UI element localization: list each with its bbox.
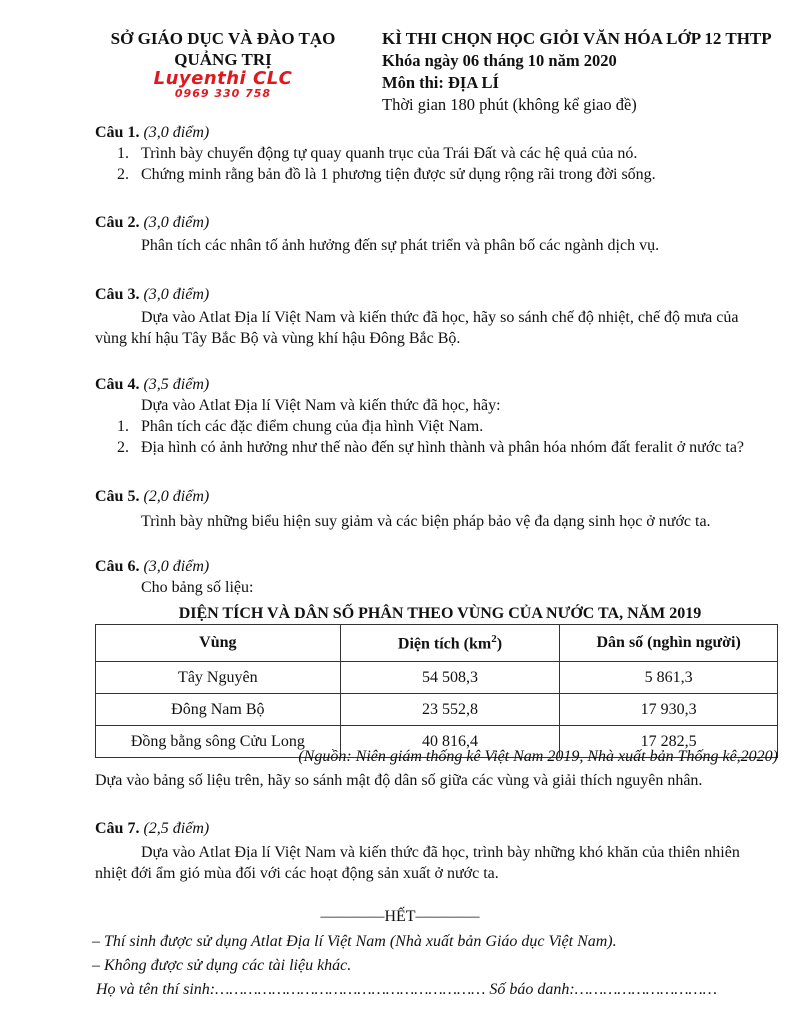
exam-date: Khóa ngày 06 tháng 10 năm 2020 [382,51,617,70]
question-6-task: Dựa vào bảng số liệu trên, hãy so sánh mật độ dân số giữa các vùng và giải thích nguyên nhân. [95,772,703,789]
exam-time: Thời gian 180 phút (không kể giao đề) [382,95,637,114]
column-header-region: Vùng [96,625,341,662]
candidate-name-dots: ………………………………………………… [215,981,486,998]
issuer-block [88,28,358,100]
question-heading: Câu 1. (3,0 điểm) [95,124,210,141]
exam-title: KÌ THI CHỌN HỌC GIỎI VĂN HÓA LỚP 12 THTP [382,29,772,48]
list-item: 1. Phân tích các đặc điểm chung của địa hình Việt Nam. [117,418,484,435]
question-intro: Cho bảng số liệu: [141,579,254,596]
question-heading: Câu 3. (3,0 điểm) [95,286,210,303]
question-heading: Câu 2. (3,0 điểm) [95,214,210,231]
table-cell: 40 816,4 [340,726,560,758]
watermark-name: Luyenthi CLC [153,68,293,89]
table-cell: 5 861,3 [560,662,778,694]
table-row [96,694,778,726]
question-intro: Dựa vào Atlat Địa lí Việt Nam và kiến thức đã học, hãy: [141,397,501,414]
issuer-line1: SỞ GIÁO DỤC VÀ ĐÀO TẠO [110,29,336,48]
column-header-population: Dân số (nghìn người) [560,625,778,662]
question-7 [95,818,785,884]
watermark-phone: 0969 330 758 [174,87,272,100]
question-text-line1: Dựa vào Atlat Địa lí Việt Nam và kiến thức đã học, hãy so sánh chế độ nhiệt, chế độ mưa của [141,309,739,326]
exam-subject: Môn thi: ĐỊA LÍ [382,73,499,92]
table-cell: 54 508,3 [340,662,560,694]
footer-note-2: – Không được sử dụng các tài liệu khác. [92,957,352,974]
question-4 [95,374,785,458]
question-3 [95,284,785,349]
exam-title-block [382,28,792,116]
list-item: 1. Trình bày chuyển động tự quay quanh trục của Trái Đất và các hệ quả của nó. [117,145,638,162]
question-heading: Câu 7. (2,5 điểm) [95,820,210,837]
column-header-area: Diện tích $(km^2)$ [340,625,560,662]
list-item: 2. Chứng minh rằng bản đồ là 1 phương tiện được sử dụng rộng rãi trong đời sống. [117,166,656,183]
table-row [96,662,778,694]
candidate-number-label: Số báo danh: [489,981,575,998]
question-heading: Câu 4. (3,5 điểm) [95,376,210,393]
table-source: (Nguồn: Niên giám thống kê Việt Nam 2019, Nhà xuất bản Thống kê,2020) [298,748,778,765]
candidate-info-line [96,980,796,1000]
question-text-line2: vùng khí hậu Tây Bắc Bộ và vùng khí hậu Đông Bắc Bộ. [95,330,461,347]
question-text: Trình bày những biểu hiện suy giảm và các biện pháp bảo vệ đa dạng sinh học ở nước ta. [141,513,711,530]
table-cell: Đồng bằng sông Cửu Long [96,726,341,758]
table-cell: Tây Nguyên [96,662,341,694]
table-title: DIỆN TÍCH VÀ DÂN SỐ PHÂN THEO VÙNG CỦA NƯỚC TA, NĂM 2019 [178,605,702,622]
question-heading: Câu 5. (2,0 điểm) [95,488,210,505]
table-cell: Đông Nam Bộ [96,694,341,726]
footer-note-1: – Thí sinh được sử dụng Atlat Địa lí Việt Nam (Nhà xuất bản Giáo dục Việt Nam). [92,933,617,950]
table-cell: 23 552,8 [340,694,560,726]
question-text-line2: nhiệt đới ẩm gió mùa đối với các hoạt động sản xuất ở nước ta. [95,865,499,882]
question-6 [95,556,785,598]
question-1 [95,122,785,185]
question-2 [95,212,785,256]
list-item: 2. Địa hình có ảnh hưởng như thế nào đến sự hình thành và phân hóa nhóm đất feralit ở nước ta? [117,439,745,456]
candidate-name-label: Họ và tên thí sinh: [96,981,216,998]
question-5 [95,486,785,532]
question-heading: Câu 6. (3,0 điểm) [95,558,210,575]
table-cell: 17 282,5 [560,726,778,758]
candidate-number-dots: ………………………… [574,981,717,998]
end-mark: ————HẾT———— [320,908,480,925]
question-text: Phân tích các nhân tố ảnh hưởng đến sự phát triển và phân bố các ngành dịch vụ. [141,237,660,254]
question-text-line1: Dựa vào Atlat Địa lí Việt Nam và kiến thức đã học, trình bày những khó khăn của thiên nhiên [141,844,740,861]
table-header-row [96,625,778,662]
data-table [95,624,778,758]
issuer-line2: QUẢNG TRỊ [174,50,272,69]
table-cell: 17 930,3 [560,694,778,726]
